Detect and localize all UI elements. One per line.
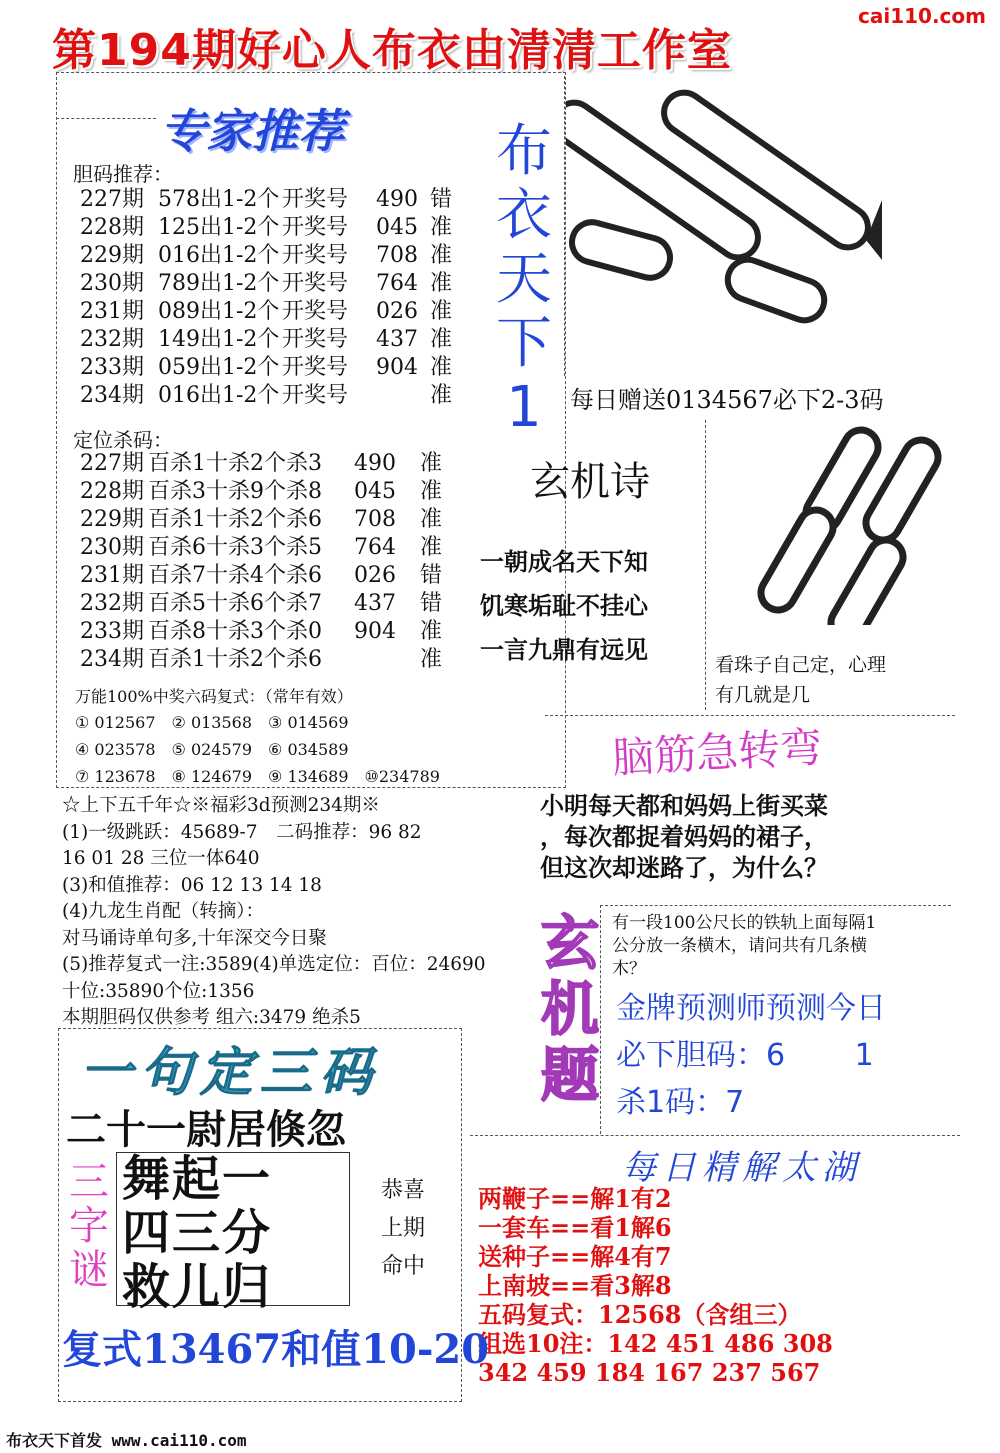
dan-pick: 059出1-2个 [158, 355, 280, 380]
forecast-line: (1)一级跳跃：45689-7 二码推荐：96 82 [62, 821, 422, 843]
dan-table [80, 186, 480, 410]
six-row: ① 012567 ② 013568 ③ 014569 [75, 713, 349, 732]
dan-issue: 230期 [80, 271, 144, 296]
kill-issue: 227期 [80, 451, 144, 476]
bead-picture-icon [566, 80, 882, 370]
kill-row [80, 450, 480, 478]
kill-issue: 231期 [80, 563, 144, 588]
dan-result: 708 [376, 243, 418, 268]
dan-issue: 227期 [80, 187, 144, 212]
sanzimi-vertical: 三 字 谜 [69, 1159, 109, 1293]
dan-mark: 准 [430, 299, 453, 324]
poem-lines: 一朝成名天下知 饥寒垢耻不挂心 一言九鼎有远见 [480, 548, 648, 664]
beads-icon [750, 425, 960, 625]
dan-pick: 016出1-2个 [158, 243, 280, 268]
taihu-lines: 两鞭子==解1有2 一套车==看1解6 送种子==解4有7 上南坡==看3解8 五码复式：12568（含组三） 组选10注：142 451 486 308 342 459 184 167 237 567 [478, 1184, 833, 1387]
kill-issue: 233期 [80, 619, 144, 644]
poem-title: 玄机诗 [530, 459, 650, 505]
kill-issue: 234期 [80, 647, 144, 672]
six-label: 万能100%中奖六码复式：（常年有效） [75, 687, 353, 706]
kill-row [80, 562, 480, 590]
congrats: 恭喜 上期 命中 [381, 1178, 426, 1279]
dan-result: 904 [376, 355, 418, 380]
forecast-line: 本期胆码仅供参考 组六:3479 绝杀5 [62, 1007, 361, 1028]
dan-label: 开奖号 [282, 383, 349, 408]
dan-issue: 228期 [80, 215, 144, 240]
dan-mark: 准 [430, 327, 453, 352]
kill-result: 437 [354, 591, 396, 616]
fushi-line: 复式13467和值10-20 [62, 1326, 490, 1373]
forecast-block [62, 793, 486, 1032]
dan-label: 胆码推荐： [73, 162, 173, 186]
dan-label: 开奖号 [282, 299, 349, 324]
mystery-question: 有一段100公尺长的铁轨上面每隔1 公分放一条横木，请问共有几条横 木？ [612, 913, 877, 979]
six-row: ④ 023578 ⑤ 024579 ⑥ 034589 [75, 740, 349, 759]
dan-row [80, 270, 480, 298]
dan-result: 490 [376, 187, 418, 212]
dan-mark: 准 [430, 215, 453, 240]
dan-issue: 234期 [80, 383, 144, 408]
kill-issue: 232期 [80, 591, 144, 616]
dan-row [80, 242, 480, 270]
kill-mark: 准 [420, 647, 443, 672]
kill-mark: 准 [420, 507, 443, 532]
daily-gift: 每日赠送0134567必下2-3码 [570, 386, 884, 414]
dan-label: 开奖号 [282, 215, 349, 240]
dan-label: 开奖号 [282, 187, 349, 212]
dan-label: 开奖号 [282, 327, 349, 352]
kill-table [80, 450, 480, 674]
kill-pick: 百杀7十杀4个杀6 [148, 563, 322, 588]
sanma-big-lines: 舞起一 四三分 救儿归 [122, 1151, 273, 1315]
kill-mark: 准 [420, 451, 443, 476]
kill-row [80, 646, 480, 674]
kill-row [80, 590, 480, 618]
forecast-line: ☆上下五千年☆※福彩3d预测234期※ [62, 795, 380, 816]
dan-result: 045 [376, 215, 418, 240]
kill-result: 764 [354, 535, 396, 560]
dan-pick: 016出1-2个 [158, 383, 280, 408]
forecast-line: (4)九龙生肖配（转摘）： [62, 901, 264, 922]
kill-pick: 百杀1十杀2个杀3 [148, 451, 322, 476]
mystery-vertical: 玄 机 题 [540, 909, 599, 1109]
kill-result: 904 [354, 619, 396, 644]
dan-mark: 准 [430, 355, 453, 380]
dan-pick: 578出1-2个 [158, 187, 280, 212]
kill-result: 708 [354, 507, 396, 532]
kill-pick: 百杀6十杀3个杀5 [148, 535, 322, 560]
sanma-title: 一句定三码 [80, 1043, 381, 1103]
kill-result: 045 [354, 479, 396, 504]
dan-row [80, 326, 480, 354]
dan-row [80, 214, 480, 242]
kill-result: 026 [354, 563, 396, 588]
dan-pick: 125出1-2个 [158, 215, 280, 240]
brain-riddle: 小明每天都和妈妈上街买菜 ，每次都捉着妈妈的裙子， 但这次却迷路了，为什么？ [540, 791, 828, 882]
dan-label: 开奖号 [282, 355, 349, 380]
dan-mark: 错 [430, 187, 453, 212]
dan-row [80, 354, 480, 382]
dan-issue: 229期 [80, 243, 144, 268]
kill-row [80, 478, 480, 506]
dan-result: 026 [376, 299, 418, 324]
dan-pick: 149出1-2个 [158, 327, 280, 352]
forecast-line: 十位:35890个位:1356 [62, 980, 255, 1002]
kill-mark: 准 [420, 535, 443, 560]
kill-result: 490 [354, 451, 396, 476]
kill-row [80, 618, 480, 646]
dan-result: 764 [376, 271, 418, 296]
kill-pick: 百杀1十杀2个杀6 [148, 647, 322, 672]
dan-row [80, 298, 480, 326]
gold-forecast: 金牌预测师预测今日 必下胆码：6 1 杀1码：7 [616, 991, 886, 1120]
beads-caption: 看珠子自己定，心理 有几就是几 [715, 654, 887, 706]
kill-row [80, 506, 480, 534]
dan-issue: 231期 [80, 299, 144, 324]
dan-pick: 789出1-2个 [158, 271, 280, 296]
dan-mark: 准 [430, 243, 453, 268]
dan-pick: 089出1-2个 [158, 299, 280, 324]
kill-issue: 229期 [80, 507, 144, 532]
kill-mark: 准 [420, 619, 443, 644]
buyi-vertical: 布 衣 天 下 1 [496, 119, 552, 440]
kill-issue: 230期 [80, 535, 144, 560]
kill-issue: 228期 [80, 479, 144, 504]
kill-mark: 准 [420, 479, 443, 504]
forecast-line: 对马诵诗单句多,十年深交今日聚 [62, 927, 327, 949]
dan-result: 437 [376, 327, 418, 352]
kill-pick: 百杀3十杀9个杀8 [148, 479, 322, 504]
brain-title: 脑筋急转弯 [610, 722, 824, 783]
dan-issue: 233期 [80, 355, 144, 380]
site-url[interactable]: cai110.com [858, 4, 986, 28]
sanma-phrase: 二十一尉居倏忽 [66, 1107, 346, 1153]
forecast-line: 16 01 28 三位一体640 [62, 848, 260, 869]
dan-issue: 232期 [80, 327, 144, 352]
footer-text: 布衣天下首发 www.cai110.com [6, 1431, 247, 1450]
kill-pick: 百杀1十杀2个杀6 [148, 507, 322, 532]
dan-mark: 准 [430, 383, 453, 408]
forecast-line: (5)推荐复式一注:3589(4)单选定位：百位：24690 [62, 954, 486, 975]
kill-row [80, 534, 480, 562]
six-row: ⑦ 123678 ⑧ 124679 ⑨ 134689 ⑩234789 [75, 767, 440, 786]
kill-pick: 百杀5十杀6个杀7 [148, 591, 322, 616]
kill-mark: 错 [420, 591, 443, 616]
forecast-line: (3)和值推荐：06 12 13 14 18 [62, 874, 322, 896]
kill-label: 定位杀码： [73, 428, 173, 452]
dan-label: 开奖号 [282, 243, 349, 268]
kill-pick: 百杀8十杀3个杀0 [148, 619, 322, 644]
dan-row [80, 382, 480, 410]
dan-mark: 准 [430, 271, 453, 296]
kill-mark: 错 [420, 563, 443, 588]
page-title: 第194期好心人布衣由清清工作室 [52, 25, 732, 76]
dan-row [80, 186, 480, 214]
taihu-title: 每日精解太湖 [622, 1148, 862, 1188]
dan-label: 开奖号 [282, 271, 349, 296]
expert-heading: 专家推荐 [160, 104, 344, 158]
